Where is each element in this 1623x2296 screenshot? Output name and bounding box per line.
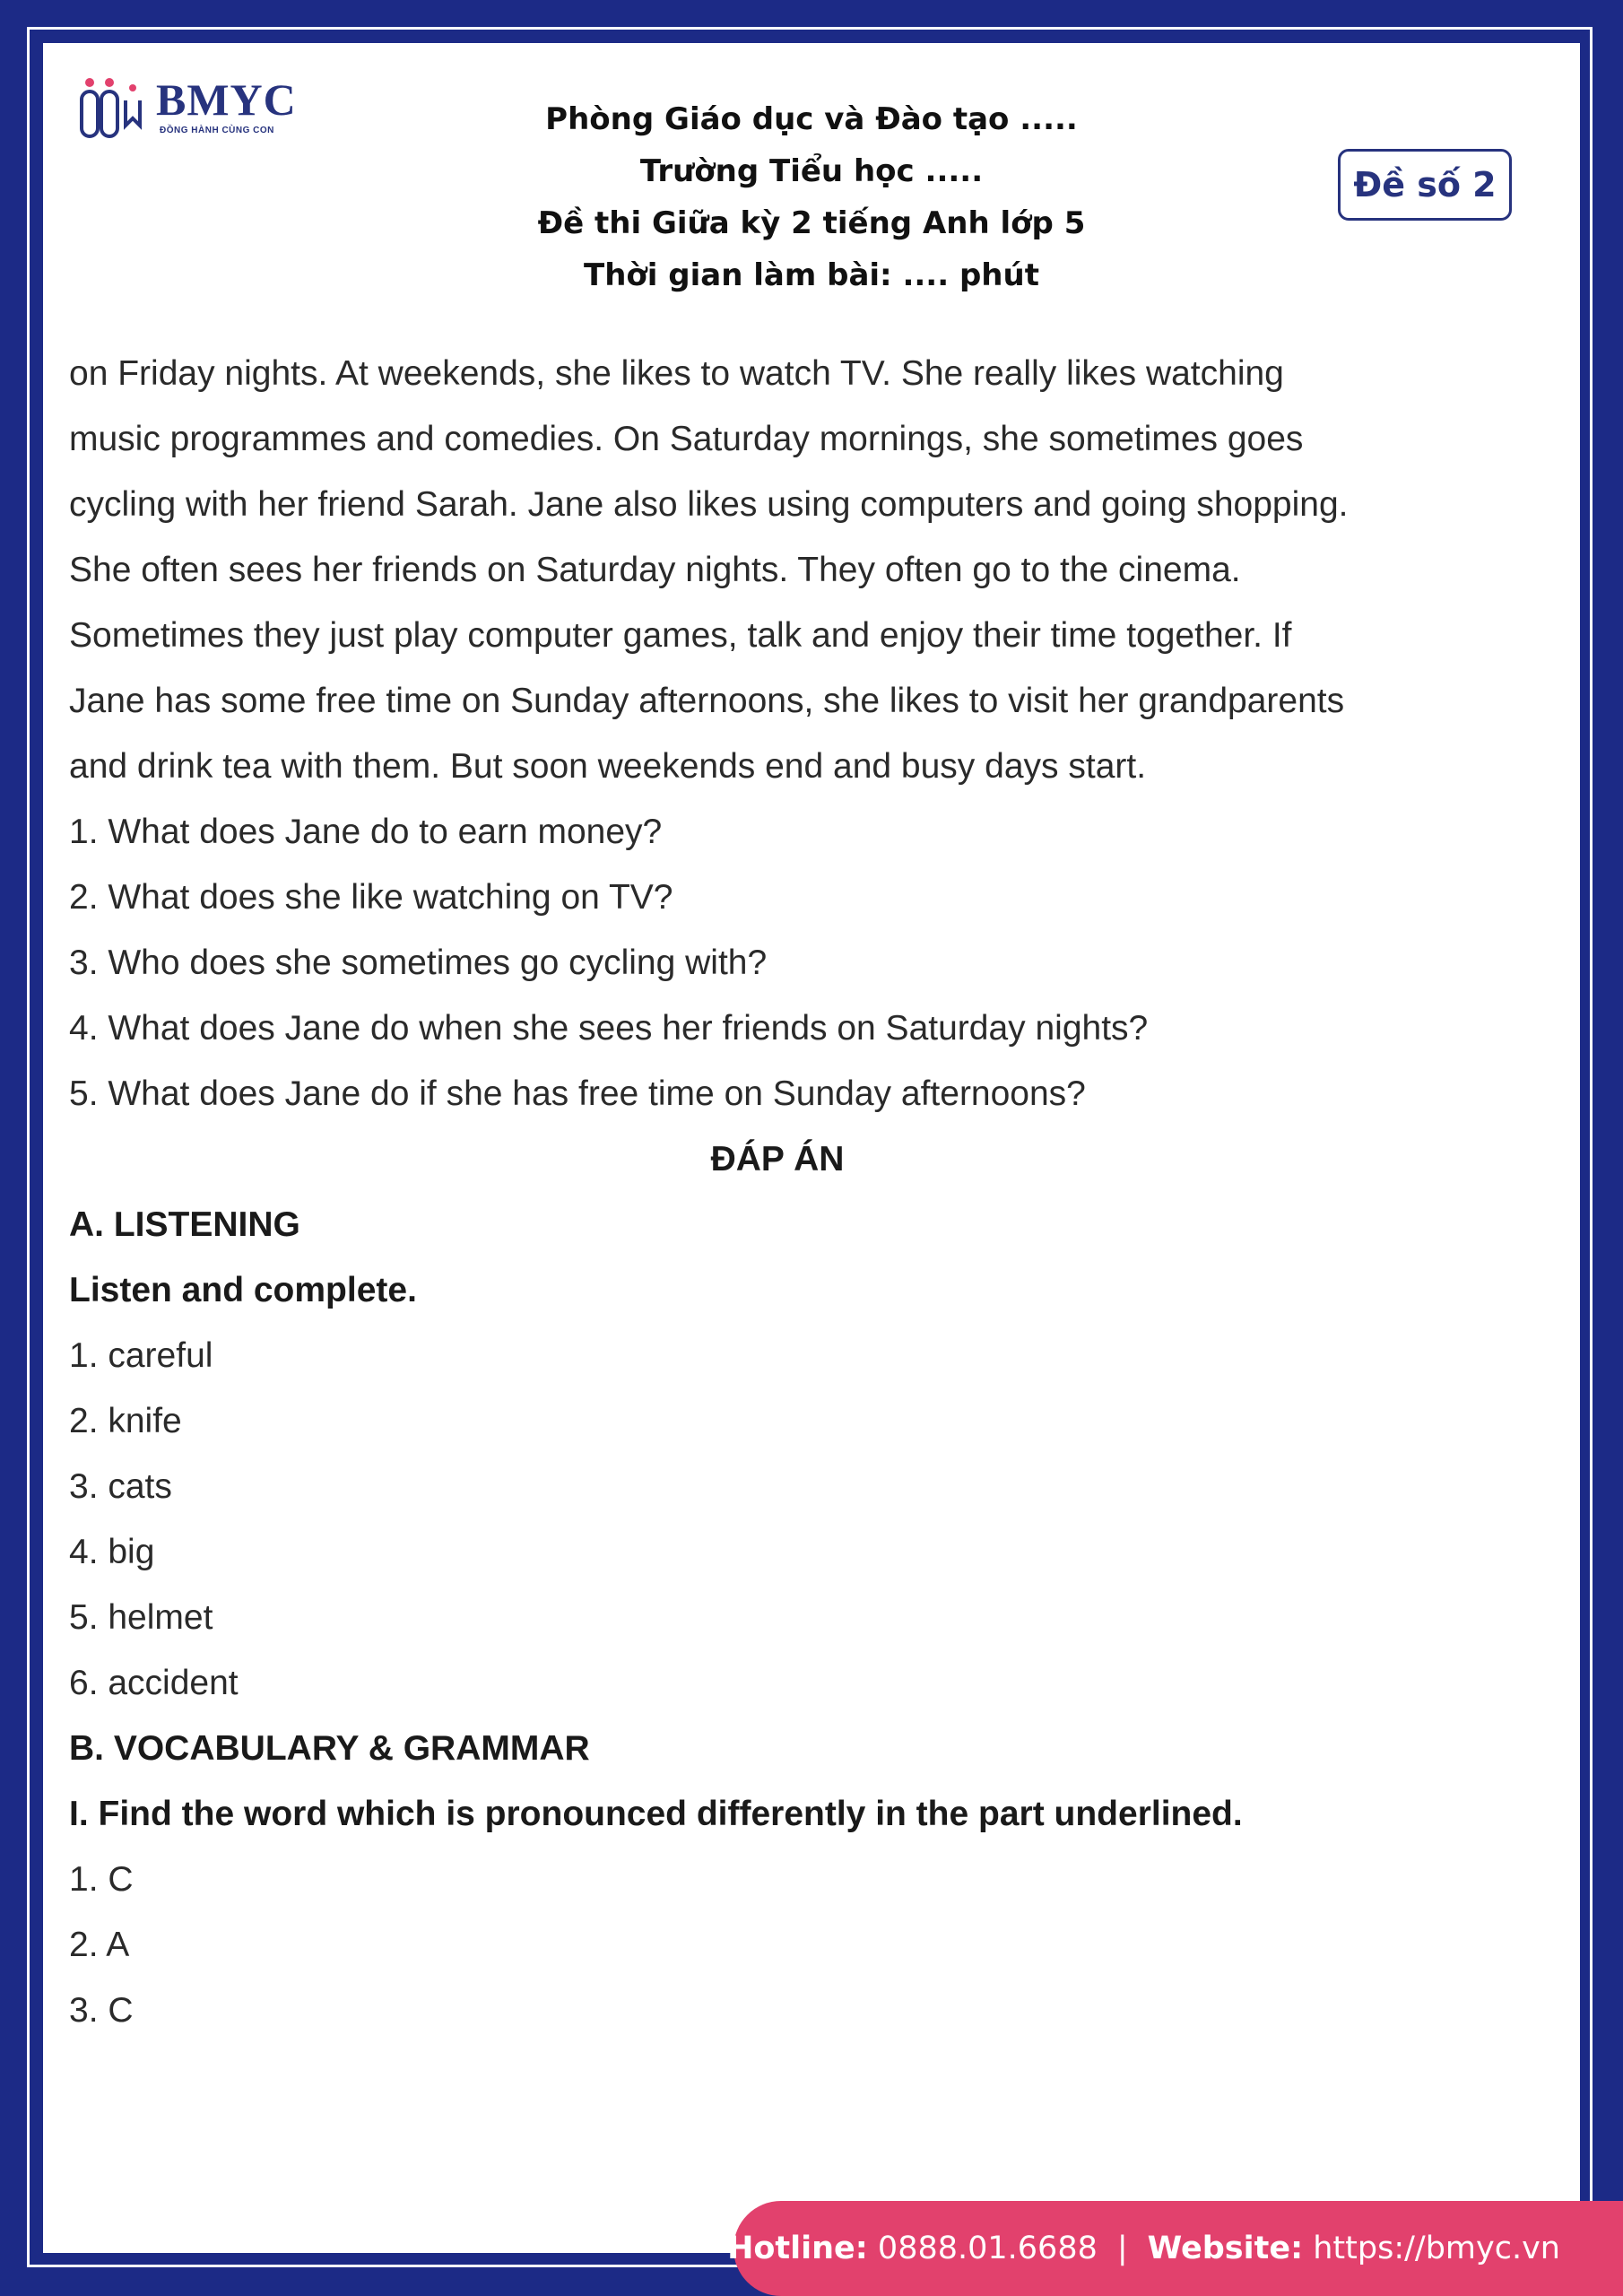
section-a-answers [69, 1323, 1486, 1716]
school-name: Trường Tiểu học ..... [639, 153, 984, 189]
section-a-heading: A. LISTENING [69, 1205, 300, 1244]
passage-line: on Friday nights. At weekends, she likes to watch TV. She really likes watching [69, 354, 1284, 393]
answer-item: 3. C [69, 1991, 134, 2030]
passage-line: and drink tea with them. But soon weekends end and busy days start. [69, 747, 1147, 786]
answer-item: 3. cats [69, 1467, 172, 1506]
footer-separator: | [1116, 2231, 1128, 2266]
exam-number-badge: Đề số 2 [1338, 149, 1512, 221]
section-b-answers [69, 1847, 1486, 2043]
section-a-task: Listen and complete. [69, 1271, 417, 1309]
document-body [69, 341, 1486, 2043]
answer-item: 4. big [69, 1533, 155, 1571]
passage-line: cycling with her friend Sarah. Jane also likes using computers and going shopping. [69, 485, 1349, 524]
passage-line: Jane has some free time on Sunday afternoons, she likes to visit her grandparents [69, 682, 1345, 720]
section-b-task: I. Find the word which is pronounced differently in the part underlined. [69, 1795, 1243, 1833]
department-name: Phòng Giáo dục và Đào tạo ..... [545, 101, 1078, 137]
answer-item: 2. A [69, 1926, 130, 1964]
question-item: 3. Who does she sometimes go cycling with? [69, 944, 768, 982]
passage-line: She often sees her friends on Saturday nights. They often go to the cinema. [69, 551, 1241, 589]
exam-title: Đề thi Giữa kỳ 2 tiếng Anh lớp 5 [537, 205, 1086, 241]
answer-key-title: ĐÁP ÁN [710, 1140, 845, 1178]
question-item: 5. What does Jane do if she has free time on Sunday afternoons? [69, 1074, 1086, 1113]
passage-line: Sometimes they just play computer games, talk and enjoy their time together. If [69, 616, 1292, 655]
hotline-number[interactable]: 0888.01.6688 [877, 2231, 1098, 2266]
answer-item: 2. knife [69, 1402, 182, 1440]
answer-item: 6. accident [69, 1664, 239, 1702]
question-item: 2. What does she like watching on TV? [69, 878, 673, 917]
question-item: 4. What does Jane do when she sees her friends on Saturday nights? [69, 1009, 1149, 1048]
answer-item: 5. helmet [69, 1598, 213, 1637]
question-list [69, 799, 1486, 1126]
passage-line: music programmes and comedies. On Saturday mornings, she sometimes goes [69, 420, 1304, 458]
hotline-label: Hotline: [727, 2231, 868, 2266]
reading-passage [69, 341, 1486, 799]
question-item: 1. What does Jane do to earn money? [69, 813, 663, 851]
section-b-heading: B. VOCABULARY & GRAMMAR [69, 1729, 590, 1768]
contact-footer [727, 2201, 1623, 2296]
logo-wordmark: BMYC [156, 74, 297, 125]
logo-tagline: ĐỒNG HÀNH CÙNG CON [160, 126, 274, 135]
answer-item: 1. careful [69, 1336, 213, 1375]
website-link[interactable]: https://bmyc.vn [1313, 2231, 1560, 2266]
website-label: Website: [1147, 2231, 1304, 2266]
answer-item: 1. C [69, 1860, 134, 1899]
exam-time: Thời gian làm bài: .... phút [584, 257, 1039, 293]
